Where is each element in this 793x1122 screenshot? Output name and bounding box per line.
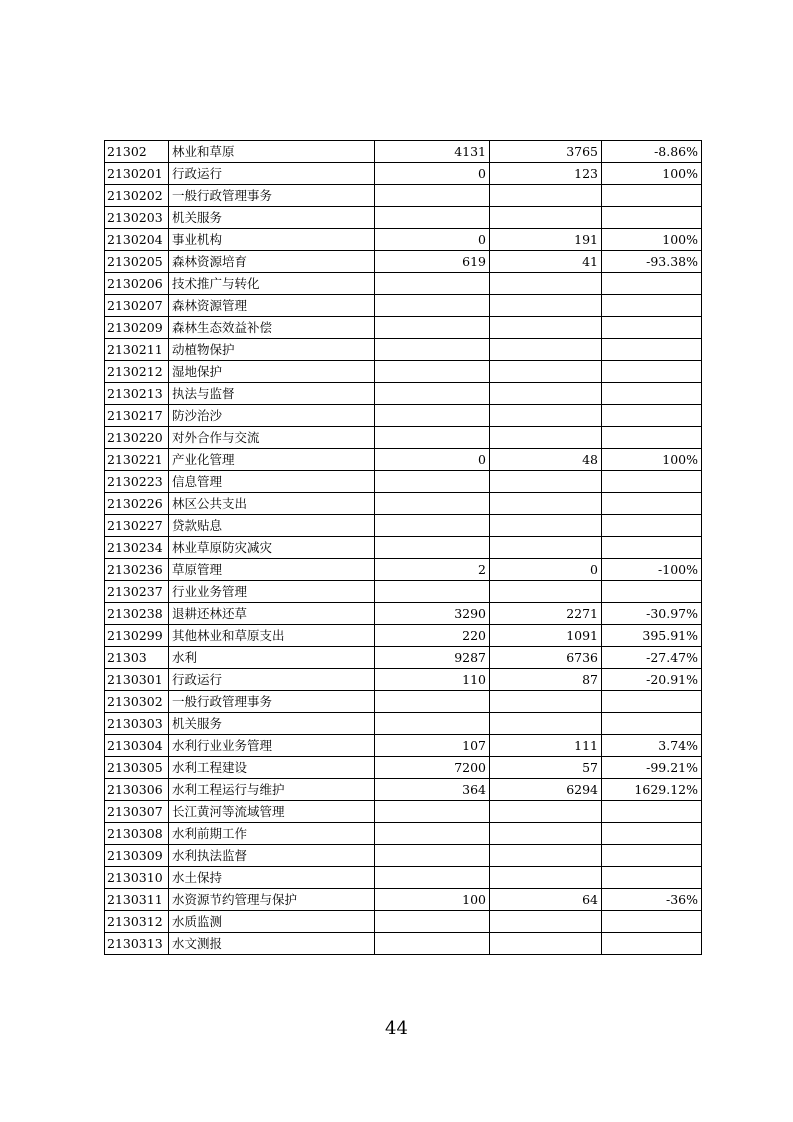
percent-change-cell <box>602 207 702 229</box>
value-1-cell <box>375 691 490 713</box>
value-2-cell: 57 <box>490 757 602 779</box>
value-2-cell <box>490 867 602 889</box>
value-1-cell <box>375 185 490 207</box>
value-1-cell <box>375 273 490 295</box>
name-cell: 草原管理 <box>169 559 375 581</box>
name-cell: 动植物保护 <box>169 339 375 361</box>
value-1-cell <box>375 471 490 493</box>
percent-change-cell: -20.91% <box>602 669 702 691</box>
value-2-cell: 6736 <box>490 647 602 669</box>
name-cell: 林区公共支出 <box>169 493 375 515</box>
value-1-cell <box>375 339 490 361</box>
value-2-cell <box>490 405 602 427</box>
name-cell: 林业草原防灾减灾 <box>169 537 375 559</box>
name-cell: 技术推广与转化 <box>169 273 375 295</box>
percent-change-cell: -8.86% <box>602 141 702 163</box>
percent-change-cell <box>602 339 702 361</box>
table-row <box>105 691 702 713</box>
table-row <box>105 141 702 163</box>
name-cell: 水利工程建设 <box>169 757 375 779</box>
code-cell: 2130212 <box>105 361 169 383</box>
percent-change-cell <box>602 493 702 515</box>
table-row <box>105 251 702 273</box>
value-1-cell: 107 <box>375 735 490 757</box>
table-row <box>105 273 702 295</box>
table-row <box>105 801 702 823</box>
percent-change-cell: 1629.12% <box>602 779 702 801</box>
value-2-cell: 64 <box>490 889 602 911</box>
code-cell: 2130307 <box>105 801 169 823</box>
table-row <box>105 603 702 625</box>
percent-change-cell <box>602 845 702 867</box>
code-cell: 2130313 <box>105 933 169 955</box>
percent-change-cell: -30.97% <box>602 603 702 625</box>
value-1-cell <box>375 911 490 933</box>
table-row <box>105 185 702 207</box>
percent-change-cell: 100% <box>602 163 702 185</box>
name-cell: 水质监测 <box>169 911 375 933</box>
value-1-cell <box>375 207 490 229</box>
code-cell: 2130306 <box>105 779 169 801</box>
value-2-cell: 1091 <box>490 625 602 647</box>
code-cell: 2130299 <box>105 625 169 647</box>
value-1-cell <box>375 515 490 537</box>
percent-change-cell <box>602 537 702 559</box>
table-row <box>105 559 702 581</box>
table-row <box>105 933 702 955</box>
value-2-cell <box>490 515 602 537</box>
name-cell: 防沙治沙 <box>169 405 375 427</box>
percent-change-cell <box>602 185 702 207</box>
name-cell: 水文测报 <box>169 933 375 955</box>
code-cell: 2130309 <box>105 845 169 867</box>
value-1-cell <box>375 845 490 867</box>
value-1-cell <box>375 427 490 449</box>
value-1-cell <box>375 405 490 427</box>
name-cell: 森林资源管理 <box>169 295 375 317</box>
percent-change-cell <box>602 471 702 493</box>
value-1-cell: 9287 <box>375 647 490 669</box>
percent-change-cell <box>602 273 702 295</box>
percent-change-cell: 100% <box>602 229 702 251</box>
value-1-cell <box>375 317 490 339</box>
value-1-cell <box>375 801 490 823</box>
value-2-cell <box>490 493 602 515</box>
value-1-cell <box>375 581 490 603</box>
table-row <box>105 163 702 185</box>
code-cell: 2130302 <box>105 691 169 713</box>
code-cell: 2130202 <box>105 185 169 207</box>
value-1-cell <box>375 933 490 955</box>
code-cell: 2130305 <box>105 757 169 779</box>
name-cell: 机关服务 <box>169 207 375 229</box>
code-cell: 2130201 <box>105 163 169 185</box>
value-1-cell: 0 <box>375 163 490 185</box>
percent-change-cell <box>602 933 702 955</box>
value-2-cell <box>490 339 602 361</box>
code-cell: 2130311 <box>105 889 169 911</box>
table-row <box>105 779 702 801</box>
name-cell: 水利前期工作 <box>169 823 375 845</box>
code-cell: 2130203 <box>105 207 169 229</box>
code-cell: 2130301 <box>105 669 169 691</box>
value-2-cell: 191 <box>490 229 602 251</box>
name-cell: 一般行政管理事务 <box>169 691 375 713</box>
value-1-cell: 0 <box>375 449 490 471</box>
page-number: 44 <box>385 1018 408 1039</box>
value-2-cell: 87 <box>490 669 602 691</box>
value-2-cell <box>490 713 602 735</box>
name-cell: 贷款贴息 <box>169 515 375 537</box>
table-row <box>105 207 702 229</box>
name-cell: 其他林业和草原支出 <box>169 625 375 647</box>
value-2-cell <box>490 933 602 955</box>
percent-change-cell: 100% <box>602 449 702 471</box>
table-row <box>105 493 702 515</box>
value-2-cell <box>490 801 602 823</box>
name-cell: 行政运行 <box>169 163 375 185</box>
percent-change-cell <box>602 383 702 405</box>
table-row <box>105 515 702 537</box>
value-2-cell <box>490 427 602 449</box>
value-2-cell <box>490 581 602 603</box>
value-1-cell <box>375 823 490 845</box>
code-cell: 2130211 <box>105 339 169 361</box>
value-2-cell: 3765 <box>490 141 602 163</box>
code-cell: 2130304 <box>105 735 169 757</box>
name-cell: 水利行业业务管理 <box>169 735 375 757</box>
value-2-cell: 48 <box>490 449 602 471</box>
code-cell: 2130220 <box>105 427 169 449</box>
code-cell: 2130209 <box>105 317 169 339</box>
value-1-cell: 0 <box>375 229 490 251</box>
table-row <box>105 647 702 669</box>
value-1-cell: 7200 <box>375 757 490 779</box>
name-cell: 一般行政管理事务 <box>169 185 375 207</box>
name-cell: 行业业务管理 <box>169 581 375 603</box>
value-2-cell <box>490 317 602 339</box>
percent-change-cell: -93.38% <box>602 251 702 273</box>
table-row <box>105 229 702 251</box>
name-cell: 产业化管理 <box>169 449 375 471</box>
value-1-cell: 2 <box>375 559 490 581</box>
value-2-cell <box>490 537 602 559</box>
code-cell: 21303 <box>105 647 169 669</box>
table-row <box>105 713 702 735</box>
percent-change-cell <box>602 317 702 339</box>
table-row <box>105 383 702 405</box>
value-2-cell <box>490 361 602 383</box>
code-cell: 2130207 <box>105 295 169 317</box>
percent-change-cell <box>602 361 702 383</box>
value-2-cell <box>490 911 602 933</box>
table-row <box>105 735 702 757</box>
code-cell: 2130213 <box>105 383 169 405</box>
name-cell: 水资源节约管理与保护 <box>169 889 375 911</box>
table-row <box>105 317 702 339</box>
name-cell: 森林生态效益补偿 <box>169 317 375 339</box>
value-1-cell <box>375 493 490 515</box>
value-2-cell: 2271 <box>490 603 602 625</box>
table-row <box>105 867 702 889</box>
name-cell: 森林资源培育 <box>169 251 375 273</box>
table-row <box>105 757 702 779</box>
value-1-cell: 4131 <box>375 141 490 163</box>
code-cell: 2130234 <box>105 537 169 559</box>
code-cell: 21302 <box>105 141 169 163</box>
table-body <box>105 141 702 955</box>
code-cell: 2130226 <box>105 493 169 515</box>
table-row <box>105 581 702 603</box>
percent-change-cell <box>602 867 702 889</box>
table-row <box>105 823 702 845</box>
code-cell: 2130236 <box>105 559 169 581</box>
value-1-cell <box>375 713 490 735</box>
name-cell: 水利 <box>169 647 375 669</box>
percent-change-cell <box>602 691 702 713</box>
value-2-cell <box>490 691 602 713</box>
table-row <box>105 889 702 911</box>
code-cell: 2130204 <box>105 229 169 251</box>
value-1-cell: 100 <box>375 889 490 911</box>
value-2-cell <box>490 383 602 405</box>
value-2-cell: 41 <box>490 251 602 273</box>
name-cell: 退耕还林还草 <box>169 603 375 625</box>
code-cell: 2130310 <box>105 867 169 889</box>
code-cell: 2130312 <box>105 911 169 933</box>
value-2-cell <box>490 185 602 207</box>
percent-change-cell <box>602 427 702 449</box>
value-2-cell <box>490 295 602 317</box>
code-cell: 2130303 <box>105 713 169 735</box>
table-row <box>105 625 702 647</box>
code-cell: 2130221 <box>105 449 169 471</box>
name-cell: 湿地保护 <box>169 361 375 383</box>
table-row <box>105 537 702 559</box>
name-cell: 水利工程运行与维护 <box>169 779 375 801</box>
percent-change-cell <box>602 515 702 537</box>
percent-change-cell <box>602 911 702 933</box>
value-2-cell <box>490 845 602 867</box>
value-2-cell: 123 <box>490 163 602 185</box>
name-cell: 行政运行 <box>169 669 375 691</box>
percent-change-cell <box>602 823 702 845</box>
code-cell: 2130206 <box>105 273 169 295</box>
percent-change-cell: -36% <box>602 889 702 911</box>
percent-change-cell <box>602 713 702 735</box>
value-2-cell: 6294 <box>490 779 602 801</box>
name-cell: 事业机构 <box>169 229 375 251</box>
code-cell: 2130238 <box>105 603 169 625</box>
percent-change-cell <box>602 801 702 823</box>
value-1-cell: 110 <box>375 669 490 691</box>
code-cell: 2130308 <box>105 823 169 845</box>
value-2-cell <box>490 823 602 845</box>
value-2-cell: 111 <box>490 735 602 757</box>
name-cell: 机关服务 <box>169 713 375 735</box>
budget-table <box>104 140 702 955</box>
value-1-cell <box>375 295 490 317</box>
value-2-cell <box>490 273 602 295</box>
value-1-cell: 220 <box>375 625 490 647</box>
table-row <box>105 471 702 493</box>
value-1-cell <box>375 867 490 889</box>
value-2-cell: 0 <box>490 559 602 581</box>
table-row <box>105 449 702 471</box>
table-row <box>105 361 702 383</box>
name-cell: 对外合作与交流 <box>169 427 375 449</box>
percent-change-cell <box>602 405 702 427</box>
percent-change-cell: -100% <box>602 559 702 581</box>
code-cell: 2130237 <box>105 581 169 603</box>
percent-change-cell: -99.21% <box>602 757 702 779</box>
percent-change-cell: -27.47% <box>602 647 702 669</box>
percent-change-cell <box>602 295 702 317</box>
name-cell: 长江黄河等流域管理 <box>169 801 375 823</box>
table-row <box>105 845 702 867</box>
code-cell: 2130205 <box>105 251 169 273</box>
value-1-cell: 364 <box>375 779 490 801</box>
table-row <box>105 427 702 449</box>
table-row <box>105 339 702 361</box>
name-cell: 执法与监督 <box>169 383 375 405</box>
code-cell: 2130223 <box>105 471 169 493</box>
code-cell: 2130217 <box>105 405 169 427</box>
value-1-cell <box>375 361 490 383</box>
value-1-cell: 3290 <box>375 603 490 625</box>
percent-change-cell <box>602 581 702 603</box>
percent-change-cell: 3.74% <box>602 735 702 757</box>
percent-change-cell: 395.91% <box>602 625 702 647</box>
table-row <box>105 669 702 691</box>
table-row <box>105 295 702 317</box>
name-cell: 林业和草原 <box>169 141 375 163</box>
value-1-cell: 619 <box>375 251 490 273</box>
table-row <box>105 405 702 427</box>
value-1-cell <box>375 537 490 559</box>
value-1-cell <box>375 383 490 405</box>
table-row <box>105 911 702 933</box>
name-cell: 水土保持 <box>169 867 375 889</box>
code-cell: 2130227 <box>105 515 169 537</box>
name-cell: 信息管理 <box>169 471 375 493</box>
value-2-cell <box>490 471 602 493</box>
name-cell: 水利执法监督 <box>169 845 375 867</box>
value-2-cell <box>490 207 602 229</box>
